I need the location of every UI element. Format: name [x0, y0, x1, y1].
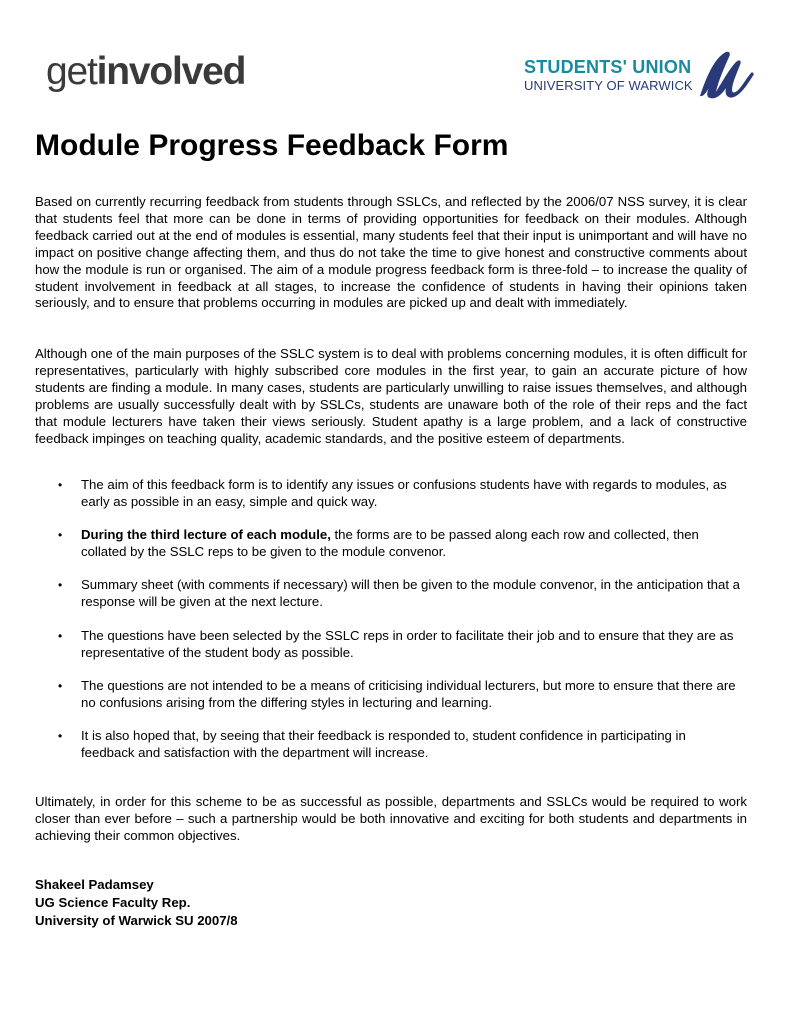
bullet-icon: • [58, 478, 63, 492]
su-university-text: UNIVERSITY OF WARWICK [524, 78, 693, 93]
list-item-text: the forms are to be passed along each row and collected, then collated by the SSLC reps to be given to the module convenor. [81, 527, 699, 560]
signature-organisation: University of Warwick SU 2007/8 [35, 913, 238, 928]
list-item [35, 678, 741, 712]
students-union-logo [524, 48, 764, 104]
bullet-icon: • [58, 578, 63, 593]
bullet-icon: • [58, 528, 63, 543]
list-item [35, 527, 741, 561]
logo-involved-text: involved [96, 50, 246, 93]
conclusion-paragraph: Ultimately, in order for this scheme to be as successful as possible, departments and SSLCs would be required to work closer than ever before – such a partnership would be both innovative and exciting for both students and departments in achieving their common objectives. [35, 794, 747, 843]
list-item [35, 577, 741, 611]
bullet-icon: • [58, 628, 63, 643]
list-item-text: It is also hoped that, by seeing that their feedback is responded to, student confidence in participating in feedback and satisfaction with the department will increase. [81, 728, 686, 760]
list-item-bold-text: During the third lecture of each module, [81, 527, 331, 543]
signature-role: UG Science Faculty Rep. [35, 895, 191, 910]
signature-block [35, 876, 238, 930]
page-title: Module Progress Feedback Form [35, 129, 509, 162]
su-name-text: STUDENTS' UNION [524, 57, 692, 77]
logo-get-text: get [46, 50, 97, 93]
list-item-text: The aim of this feedback form is to identify any issues or confusions students have with regards to modules, as early as possible in an easy, simple and quick way. [81, 477, 727, 509]
bullet-icon: • [58, 678, 63, 693]
signature-name: Shakeel Padamsey [35, 877, 154, 892]
list-item-text: The questions have been selected by the SSLC reps in order to facilitate their job and to ensure that they are as representative of the student body as possible. [81, 627, 734, 660]
list-item [35, 477, 741, 511]
list-item-text: Summary sheet (with comments if necessary) will then be given to the module convenor, in the anticipation that a response will be given at the next lecture. [81, 577, 740, 610]
su-emblem-icon [696, 48, 758, 100]
list-item [35, 628, 741, 662]
bullet-list [35, 477, 747, 778]
bullet-icon: • [58, 729, 63, 744]
intro-paragraph: Based on currently recurring feedback from students through SSLCs, and reflected by the 2006/07 NSS survey, it is clear that students feel that more can be done in terms of providing opportunities for feedback on their modules. Although feedback carried out at the end of modules is essential, many students feel that their input is unimportant and will have no impact on positive change affecting them, and thus do not take the time to give honest and constructive comments about how the module is run or organised. The aim of a module progress feedback form is three-fold – to increase the quality of student involvement in feedback at all stages, to increase the confidence of students in having their opinions taken seriously, and to ensure that problems occurring in modules are picked up and dealt with immediately. [35, 194, 747, 311]
context-paragraph: Although one of the main purposes of the SSLC system is to deal with problems concerning modules, it is often difficult for representatives, particularly with highly subscribed core modules in the first year, to gain an accurate picture of how students are finding a module. In many cases, students are particularly unwilling to raise issues themselves, and although problems are usually successfully dealt with by SSLCs, students are unaware both of the role of their reps and the fact that module lecturers have taken their views seriously. Student apathy is a large problem, and a lack of constructive feedback impinges on teaching quality, academic standards, and the positive esteem of departments. [35, 346, 747, 446]
list-item-text: The questions are not intended to be a means of criticising individual lecturers, but more to ensure that there are no confusions arising from the differing styles in lecturing and learning. [81, 677, 736, 710]
list-item [35, 728, 741, 762]
get-involved-logo [46, 52, 245, 91]
